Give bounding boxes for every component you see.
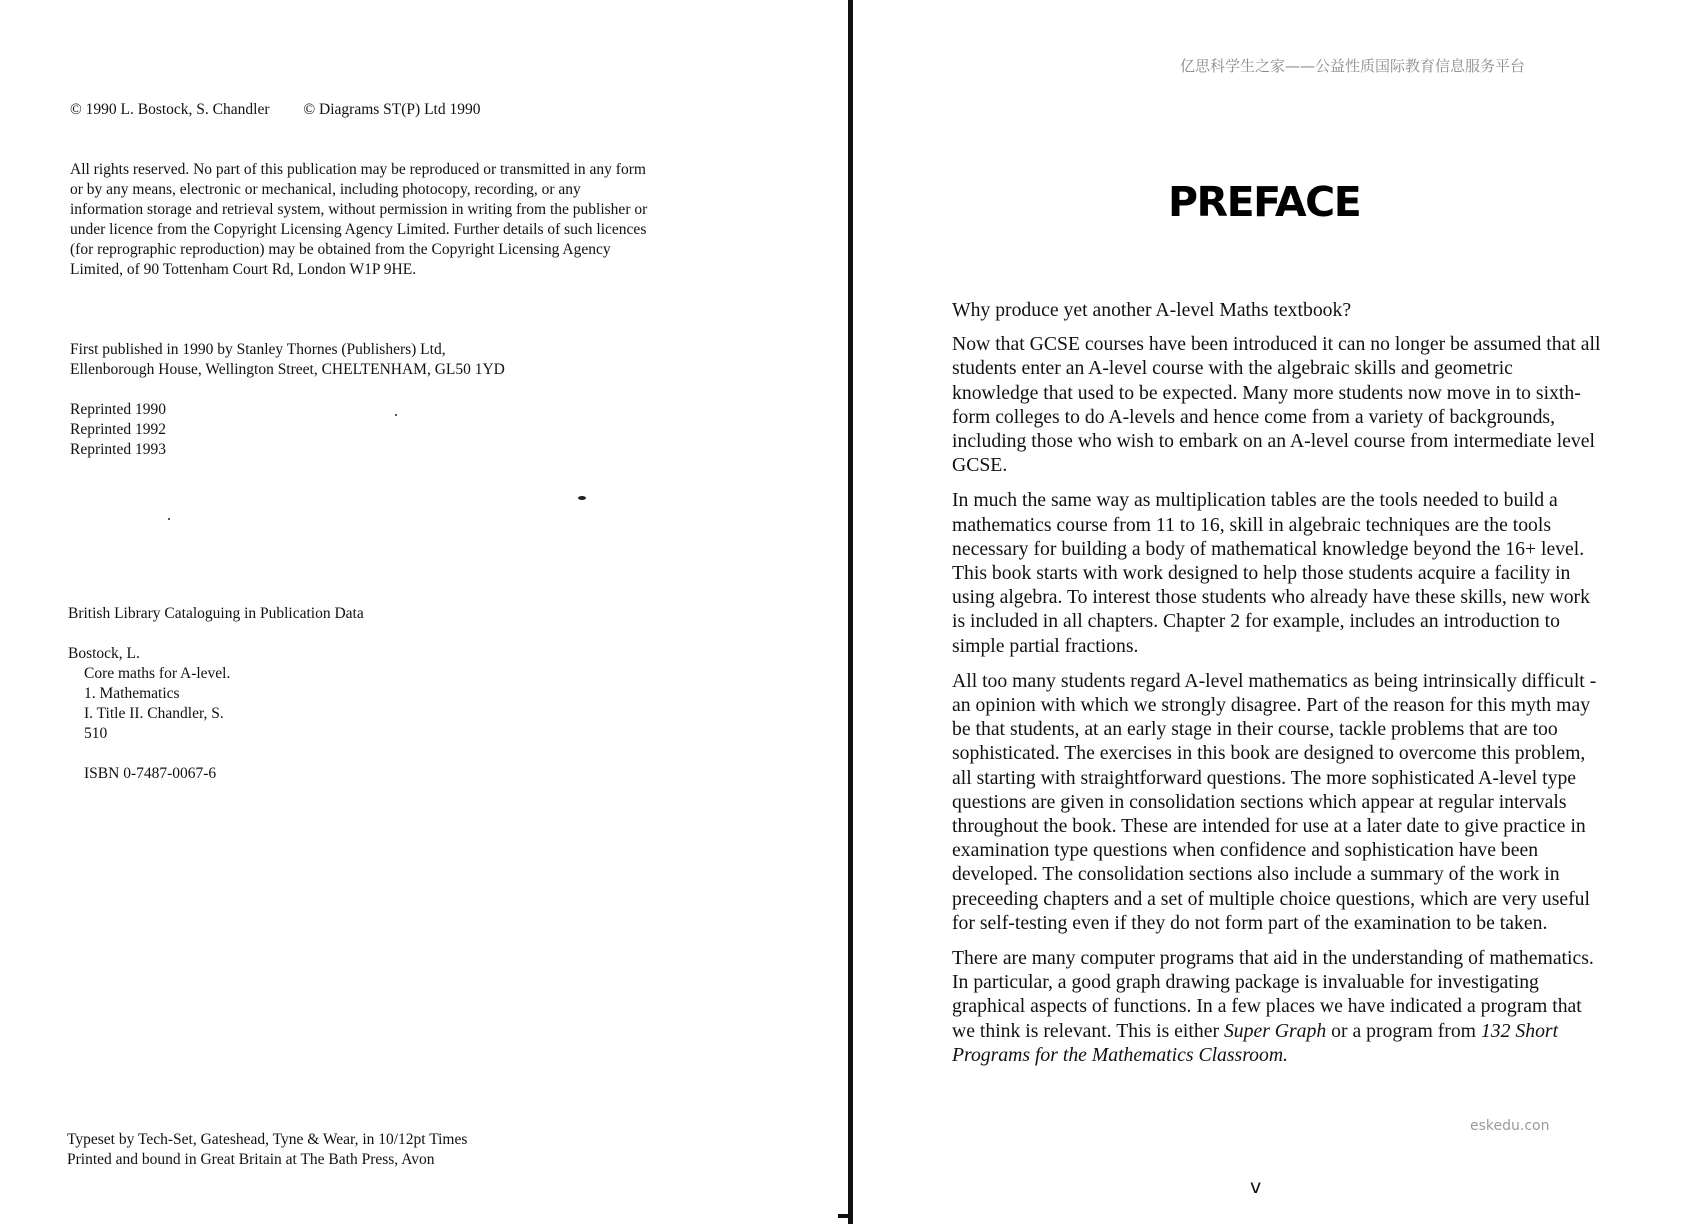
scan-speck bbox=[395, 414, 397, 416]
cip-line: I. Title II. Chandler, S. bbox=[84, 705, 224, 722]
rights-line: All rights reserved. No part of this publication may be reproduced or transmitted in any form bbox=[70, 161, 646, 178]
rights-line: information storage and retrieval system, without permission in writing from the publisher or bbox=[70, 201, 648, 218]
reprint-line: Reprinted 1993 bbox=[70, 441, 166, 458]
publication-info bbox=[70, 340, 770, 380]
page-title: PREFACE bbox=[1168, 178, 1361, 226]
typeset-line: Printed and bound in Great Britain at The Bath Press, Avon bbox=[67, 1151, 435, 1168]
reprint-line: Reprinted 1992 bbox=[70, 421, 166, 438]
copyright-line bbox=[70, 100, 480, 120]
scan-speck bbox=[578, 496, 586, 500]
cip-heading: British Library Cataloguing in Publication Data bbox=[68, 605, 364, 622]
typeset-line: Typeset by Tech-Set, Gateshead, Tyne & Wear, in 10/12pt Times bbox=[67, 1131, 468, 1148]
rights-line: under licence from the Copyright Licensing Agency Limited. Further details of such licences bbox=[70, 221, 647, 238]
cip-line: 510 bbox=[84, 725, 108, 742]
preface-paragraph: In much the same way as multiplication tables are the tools needed to build a mathematics course from 11 to 16, skill in algebraic techniques are the tools necessary for building a body of mathematical knowledge beyond the 16+ level. This book starts with work designed to help those students acquire a facility in using algebra. To interest those students who already have these skills, new work is included in all chapters. Chapter 2 for example, includes an introduction to simple partial fractions. bbox=[952, 489, 1590, 657]
program-name: 132 Short Programs for the Mathematics Classroom. bbox=[952, 1019, 1559, 1066]
page-number: v bbox=[1250, 1176, 1262, 1198]
published-line: First published in 1990 by Stanley Thornes (Publishers) Ltd, bbox=[70, 341, 446, 358]
cip-line: Bostock, L. bbox=[68, 645, 140, 662]
reprint-line: Reprinted 1990 bbox=[70, 401, 166, 418]
copyright-authors: © 1990 L. Bostock, S. Chandler bbox=[70, 101, 270, 118]
scan-speck bbox=[168, 518, 170, 520]
site-url-watermark: eskedu.con bbox=[1470, 1118, 1550, 1134]
program-name: Super Graph bbox=[1223, 1019, 1327, 1042]
cip-data bbox=[68, 644, 230, 744]
paragraph-lead: There are many computer programs that aid in the understanding of mathematics. In particular, a good graph drawing package is invaluable for investigating graphical aspects of functions. In a few places we have indicated a program that we think is relevant. This is either bbox=[952, 947, 1594, 1042]
rights-line: (for reprographic reproduction) may be obtained from the Copyright Licensing Agency bbox=[70, 241, 611, 258]
preface-paragraph: Now that GCSE courses have been introduced it can no longer be assumed that all students enter an A-level course with the algebraic skills and geometric knowledge that used to be expected. Many more students now move in to sixth-form colleges to do A-levels and hence come from a variety of backgrounds, including those who wish to embark on an A-level course from intermediate level GCSE. bbox=[952, 333, 1601, 477]
preface-paragraph: All too many students regard A-level mathematics as being intrinsically difficult - an opinion with which we strongly disagree. Part of the reason for this myth may be that students, at an early stage in their course, tackle problems that are too sophisticated. The exercises in this book are designed to overcome this problem, all starting with straightforward questions. The more sophisticated A-level type questions are given in consolidation sections which appear at regular intervals throughout the book. These are intended for use at a later date to give practice in examination type questions when confidence and sophistication have been developed. The consolidation sections also include a summary of the work in preceeding chapters and a set of multiple choice questions, which are very useful for self-testing even if they do not form part of the examination to be taken. bbox=[952, 669, 1597, 934]
copyright-diagrams: © Diagrams ST(P) Ltd 1990 bbox=[303, 101, 481, 118]
site-watermark: 亿思科学生之家——公益性质国际教育信息服务平台 bbox=[1180, 57, 1526, 75]
rights-line: or by any means, electronic or mechanical, including photocopy, recording, or any bbox=[70, 181, 581, 198]
typeset-info bbox=[67, 1130, 767, 1170]
cip-line: 1. Mathematics bbox=[84, 685, 180, 702]
rights-notice bbox=[70, 160, 770, 280]
reprint-list bbox=[70, 400, 166, 460]
preface-paragraph bbox=[952, 946, 1602, 1067]
paragraph-mid: or a program from bbox=[1331, 1019, 1476, 1042]
preface-body bbox=[952, 298, 1602, 1078]
preface-question: Why produce yet another A-level Maths textbook? bbox=[952, 299, 1352, 321]
isbn: ISBN 0-7487-0067-6 bbox=[84, 765, 217, 782]
cip-line: Core maths for A-level. bbox=[84, 665, 231, 682]
rights-line: Limited, of 90 Tottenham Court Rd, London W1P 9HE. bbox=[70, 261, 417, 278]
published-line: Ellenborough House, Wellington Street, CHELTENHAM, GL50 1YD bbox=[70, 361, 505, 378]
